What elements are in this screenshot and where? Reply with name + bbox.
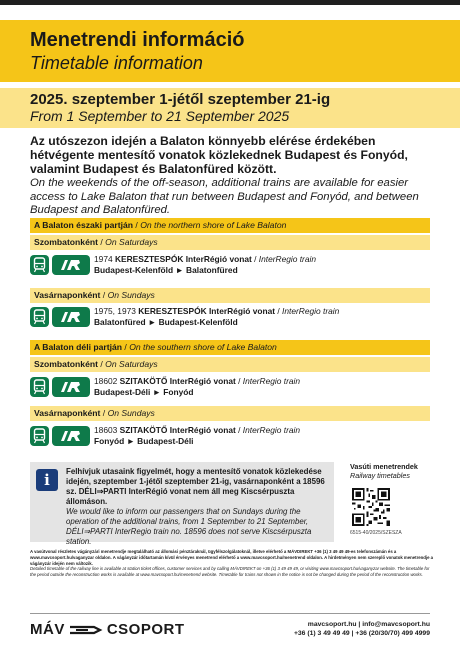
mav-csoport-logo: MÁV CSOPORT [30, 621, 185, 638]
footer-divider [30, 613, 430, 614]
train-info: 1974 KERESZTESPÓK InterRégió vonat / InterRegio train [94, 254, 317, 264]
page-title-english: Timetable information [30, 53, 203, 73]
top-stripe [0, 0, 460, 5]
railway-timetables-hu: Vasúti menetrendek [350, 462, 418, 471]
document-code: 6515-40/2025/SZESZA [350, 530, 402, 536]
train-icon [30, 255, 49, 275]
contact-web: mavcsoport.hu | info@mavcsoport.hu [307, 621, 430, 628]
day-header-north-saturday: Szombatonként / On Saturdays [30, 235, 430, 250]
header-banner [0, 20, 460, 82]
train-info: 18602 SZITAKÖTŐ InterRégió vonat / InterRegio train [94, 376, 301, 386]
train-row-south-sunday [30, 425, 430, 453]
info-icon: i [36, 469, 58, 491]
notice-hu: Felhívjuk utasaink figyelmét, hogy a mentesítő vonatok közlekedése idején, szeptember 1-jétől szeptember 21-ig, vasárnaponként a 18596 sz. DÉLI⇒PARTI InterRégió vonat nem áll meg Kiscsérpuszta állomáson. [66, 467, 325, 506]
date-range-banner [0, 88, 460, 128]
passenger-notice [30, 462, 334, 546]
train-route: Fonyód ► Budapest-Déli [94, 436, 194, 446]
train-info: 18603 SZITAKÖTŐ InterRégió vonat / InterRegio train [94, 425, 301, 435]
interregio-logo-icon [52, 377, 90, 397]
notice-text [66, 467, 330, 547]
train-row-south-saturday [30, 376, 430, 404]
intro-hu: Az utószezon idején a Balaton könnyebb elérése érdekében hétvégente mentesítő vonatok közlekednek Budapest és Fonyód, valamint Budapest és Balatonfüred között. [30, 134, 408, 176]
interregio-logo-icon [52, 426, 90, 446]
section-south-header: A Balaton déli partján / On the southern shore of Lake Balaton [30, 340, 430, 355]
page-title: Menetrendi információ [30, 29, 245, 51]
railway-timetables-en: Railway timetables [350, 471, 410, 480]
fine-print [30, 549, 434, 578]
day-header-north-sunday: Vasárnaponként / On Sundays [30, 288, 430, 303]
intro-text [30, 134, 432, 218]
day-header-south-sunday: Vasárnaponként / On Sundays [30, 406, 430, 421]
train-icon [30, 307, 49, 327]
fine-print-en: Detailed timetable of the railway line is available at station ticket offices, customer services and by calling MÁVDIREKT on +36 (1) 3 49 49 49, or visiting www.mavcsoport.hu/vaganyzar website. The timetable for the period outside the reconstruction works is available at www.mavcsoport.hu/menetrend website. Timetable for trains not shown in the notice is not be changed during the period of the reconstruction works. [30, 566, 430, 578]
interregio-logo-icon [52, 307, 90, 327]
train-row-north-sunday [30, 306, 430, 334]
date-range-hu: 2025. szeptember 1-jétől szeptember 21-ig [30, 91, 331, 108]
train-row-north-saturday [30, 254, 430, 282]
qr-code-icon[interactable] [352, 488, 390, 526]
railway-timetables-block [350, 462, 432, 480]
interregio-logo-icon [52, 255, 90, 275]
train-icon [30, 377, 49, 397]
day-header-south-saturday: Szombatonként / On Saturdays [30, 357, 430, 372]
train-icon [30, 426, 49, 446]
train-route: Budapest-Déli ► Fonyód [94, 387, 194, 397]
section-north-header: A Balaton északi partján / On the northern shore of Lake Balaton [30, 218, 430, 233]
contact-phones: +36 (1) 3 49 49 49 | +36 (20/30/70) 499 4999 [293, 630, 430, 637]
logo-rail-icon [68, 624, 104, 636]
contact-info [294, 620, 430, 638]
date-range-en: From 1 September to 21 September 2025 [30, 108, 290, 124]
train-route: Budapest-Kelenföld ► Balatonfüred [94, 265, 238, 275]
train-route: Balatonfüred ► Budapest-Kelenföld [94, 317, 238, 327]
notice-en: We would like to inform our passengers that on Sundays during the operation of the additional trains, from 1 September to 21 September, DÉLI⇒PARTI InterRegio train no. 18596 does not serve Kiscsérpuszta station. [66, 507, 312, 546]
intro-en: On the weekends of the off-season, additional trains are available for easier access to Lake Balaton that run between Budapest and Fonyód, and between Budapest and Balatonfüred. [30, 177, 419, 217]
train-info: 1975, 1973 KERESZTESPÓK InterRégió vonat / InterRegio train [94, 306, 340, 316]
fine-print-hu: A vasútvonal részletes vágányzári menetrendje megtalálható az állomási pénztáraknál, ügyfélszolgálatoknál, illetve elérhető a MÁVDIREKT +36 (1) 3 49 49 49-es telefonszámán és a www.mavcsoport.hu/vaganyzar oldalon. A vágányzár időtartamán kívül érvényes menetrend elérhető a www.mavcsoport.hu/menetrend oldalon. A hirdetményen nem szereplő vonatok menetrendje a vágányzár idején nem változik. [30, 549, 434, 566]
